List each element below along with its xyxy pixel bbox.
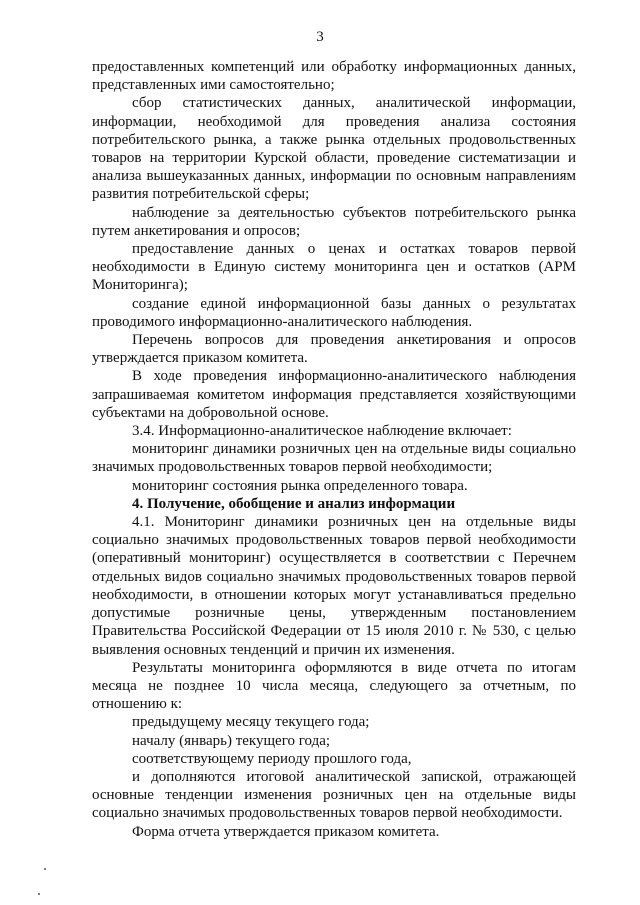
list-item: началу (январь) текущего года; [132, 732, 331, 749]
document-body [92, 58, 576, 841]
scan-speck [38, 893, 40, 895]
list-item: соответствующему периоду прошлого года, [132, 750, 412, 767]
paragraph: Перечень вопросов для проведения анкетирования и опросов утверждается приказом комитета. [92, 332, 576, 367]
clause-3-4: 3.4. Информационно-аналитическое наблюдение включает: [132, 423, 512, 440]
paragraph: Форма отчета утверждается приказом комитета. [132, 823, 440, 840]
section-heading: 4. Получение, обобщение и анализ информации [132, 495, 456, 512]
list-item: мониторинг динамики розничных цен на отдельные виды социально значимых продовольственных товаров первой необходимости; [92, 441, 576, 476]
intro-paragraph: предоставленных компетенций или обработку информационных данных, представленных ими самостоятельно; [92, 59, 576, 94]
paragraph: и дополняются итоговой аналитической запиской, отражающей основные тенденции изменения розничных цен на отдельные виды социально значимых продовольственных товаров первой необходимости. [92, 768, 576, 822]
list-item: сбор статистических данных, аналитической информации, информации, необходимой для проведения анализа состояния потребительского рынка, а также рынка отдельных продовольственных товаров на территории Курской области, проведение систематизации и анализа вышеуказанных данных, информации по основным направлениям развития потребительской сферы; [92, 95, 576, 203]
list-item: создание единой информационной базы данных о результатах проводимого информационно-аналитического наблюдения. [92, 295, 576, 330]
scan-speck [44, 868, 46, 870]
list-item: мониторинг состояния рынка определенного товара. [132, 477, 468, 494]
clause-4-1: 4.1. Мониторинг динамики розничных цен на отдельные виды социально значимых продовольственных товаров первой необходимости (оперативный мониторинг) осуществляется в соответствии с Перечнем отдельных видов социально значимых продовольственных товаров первой необходимости, в отношении которых могут устанавливаться предельно допустимые розничные цены, утвержденным постановлением Правительства Российской Федерации от 15 июля 2010 г. № 530, с целью выявления основных тенденций и причин их изменения. [92, 514, 576, 658]
paragraph: Результаты мониторинга оформляются в виде отчета по итогам месяца не позднее 10 числа месяца, следующего за отчетным, по отношению к: [92, 659, 576, 713]
paragraph: В ходе проведения информационно-аналитического наблюдения запрашиваемая комитетом информация представляется хозяйствующими субъектами на добровольной основе. [92, 368, 576, 421]
list-item: наблюдение за деятельностью субъектов потребительского рынка путем анкетирования и опросов; [92, 204, 576, 239]
page-number: 3 [316, 29, 324, 45]
list-item: предыдущему месяцу текущего года; [132, 714, 370, 731]
list-item: предоставление данных о ценах и остатках товаров первой необходимости в Единую систему мониторинга цен и остатков (АРМ Мониторинга); [92, 241, 576, 294]
